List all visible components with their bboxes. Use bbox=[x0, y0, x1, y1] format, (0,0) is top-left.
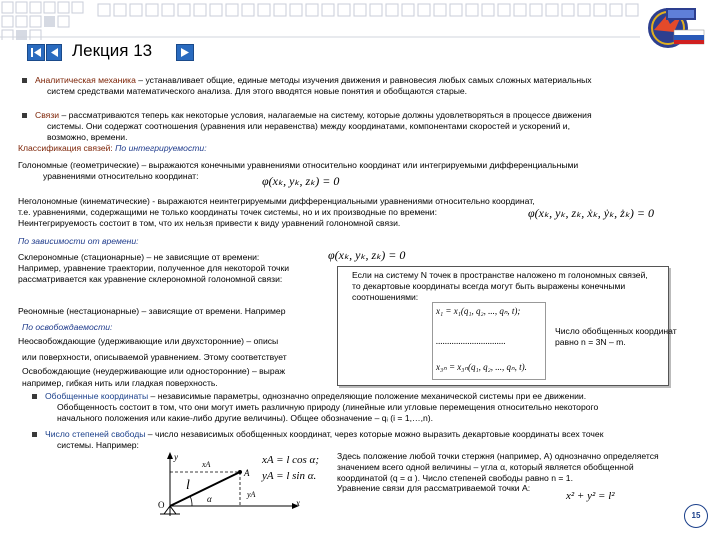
bullet-icon bbox=[22, 113, 27, 118]
text: координатой (q = α ). Число степеней свободы равно n = 1. bbox=[337, 472, 573, 483]
term-generalized-coordinates: Обобщенные координаты bbox=[45, 391, 149, 401]
equation-first: x₁ = x₁(q₁, q₂, ..., qₙ, t); bbox=[436, 306, 521, 316]
paragraph-constraints bbox=[22, 110, 592, 142]
callout-text bbox=[352, 270, 648, 302]
formula-scleronomic: φ(xₖ, yₖ, zₖ) = 0 bbox=[328, 248, 406, 262]
formula-ya: yA = l sin α. bbox=[262, 470, 317, 482]
text: Голономные (геометрические) – выражаются конечными уравнениями относительно координат или интегрируемыми дифференциальными bbox=[18, 160, 579, 170]
text: равно n = 3N – m. bbox=[555, 336, 626, 347]
term-classification: Классификация связей: bbox=[18, 143, 113, 153]
text: – устанавливает общие, единые методы изучения движения и равновесия любых самых сложных материальных bbox=[135, 75, 592, 85]
equation-last: x₃ₙ = x₃ₙ(q₁, q₂, ..., qₙ, t). bbox=[436, 362, 527, 372]
label-l: l bbox=[186, 478, 190, 493]
text: то декартовые координаты всегда могут быть выражены конечными bbox=[352, 280, 626, 291]
label-xa: xA bbox=[202, 460, 211, 469]
label-alpha: α bbox=[207, 494, 212, 504]
label-o: O bbox=[158, 500, 165, 510]
page-number: 15 bbox=[691, 511, 701, 520]
formula-constraint: x² + y² = l² bbox=[566, 490, 615, 502]
paragraph-degrees-of-freedom bbox=[32, 429, 603, 451]
text: системы. Они содержат соотношения (уравнения или неравенства) между координатами, компонентами скоростей и ускорений и, bbox=[47, 120, 570, 131]
text: – число независимых обобщенных координат, через которые можно выразить декартовые координаты всех точек bbox=[145, 429, 604, 439]
text: Неинтегрируемость состоит в том, что их нельзя привести к виду уравнений голономной связи. bbox=[18, 217, 401, 228]
text: Если на систему N точек в пространстве наложено m голономных связей, bbox=[352, 270, 648, 280]
label-a: A bbox=[244, 468, 250, 478]
text: Число обобщенных координат bbox=[555, 326, 677, 336]
text: Например, уравнение траектории, полученное для некоторой точки bbox=[18, 262, 290, 273]
formula-xa: xA = l cos α; bbox=[262, 454, 319, 466]
label-x: x bbox=[296, 498, 300, 508]
rheonomic-text: Реономные (нестационарные) – зависящие от времени. Например bbox=[18, 306, 286, 316]
label-y: y bbox=[174, 452, 178, 462]
text: – рассматриваются теперь как некоторые условия, налагаемые на систему, которые должны удовлетворяться в процессе движения bbox=[59, 110, 592, 120]
releasing-text: Освобождающие (неудерживающие или односторонние) – выраж bbox=[22, 366, 286, 376]
scleronomic-text bbox=[18, 252, 289, 284]
term-degrees-of-freedom: Число степеней свободы bbox=[45, 429, 146, 439]
page-title: Лекция 13 bbox=[72, 41, 153, 60]
university-logo bbox=[644, 2, 710, 52]
bullet-icon bbox=[22, 78, 27, 83]
text: Здесь положение любой точки стержня (например, A) однозначно определяется bbox=[337, 451, 659, 461]
formula-holonomic: φ(xₖ, yₖ, zₖ) = 0 bbox=[262, 174, 340, 188]
non-releasing-text bbox=[18, 336, 278, 347]
text: Неосвобождающие (удерживающие или двухсторонние) – описы bbox=[18, 336, 279, 346]
text: Уравнение связи для рассматриваемой точки A: bbox=[337, 483, 531, 494]
label-ya: yA bbox=[247, 490, 256, 499]
text: т.е. уравнениями, содержащими не только координаты точек системы, но и их производные по времени: bbox=[18, 206, 437, 217]
equation-dots: ............................... bbox=[436, 336, 506, 346]
bullet-icon bbox=[32, 394, 37, 399]
decorative-grid bbox=[0, 0, 720, 40]
sub-integrability: По интегрируемости: bbox=[112, 143, 207, 153]
term-constraints: Связи bbox=[35, 110, 60, 120]
next-slide-button[interactable] bbox=[176, 44, 194, 61]
text: систем средствами математического анализа. Для этого вводятся новые понятия и обобщаются старые. bbox=[47, 85, 468, 96]
text: рассматривается как уравнение склерономной голономной связи: bbox=[18, 273, 283, 284]
previous-slide-button[interactable] bbox=[27, 44, 45, 61]
callout-side-text bbox=[555, 326, 677, 348]
bullet-icon bbox=[32, 432, 37, 437]
text: значением всего одной величины – угла α, который является обобщенной bbox=[337, 461, 634, 472]
text: Склерономные (стационарные) – не зависящие от времени: bbox=[18, 252, 260, 262]
example-text bbox=[337, 451, 659, 494]
classification-heading bbox=[18, 143, 207, 154]
formula-nonholonomic: φ(xₖ, yₖ, zₖ, ẋₖ, ẏₖ, żₖ) = 0 bbox=[528, 206, 655, 220]
text: Обобщенность состоит в том, что они могут иметь различную природу (линейные или угловые перемещения относительно некоторого bbox=[57, 401, 599, 412]
text: системы. Например: bbox=[57, 439, 139, 450]
non-releasing-text-2: или поверхности, описываемой уравнением. Этому соответствует bbox=[22, 352, 287, 362]
text: – независимые параметры, однозначно определяющие положение механической системы при ее движении. bbox=[148, 391, 587, 401]
text: Неголономные (кинематические) - выражаются неинтегрируемыми дифференциальными уравнениями относительно координат, bbox=[18, 196, 535, 206]
term-analytical-mechanics: Аналитическая механика bbox=[35, 75, 136, 85]
by-time-heading: По зависимости от времени: bbox=[18, 236, 139, 246]
text: начального положения или какие-либо другие величины). Общее обозначение – qᵢ (i = 1,…,n). bbox=[57, 412, 434, 423]
text: уравнениями относительно координат: bbox=[43, 170, 199, 181]
by-release-heading: По освобождаемости: bbox=[22, 322, 113, 332]
text: соотношениями: bbox=[352, 291, 419, 302]
text: возможно, времени. bbox=[47, 131, 128, 142]
paragraph-generalized-coordinates bbox=[32, 391, 598, 423]
paragraph-analytical-mechanics bbox=[22, 75, 592, 97]
releasing-text-2: например, гибкая нить или гладкая поверхность. bbox=[22, 378, 218, 388]
back-slide-button[interactable] bbox=[46, 44, 62, 61]
nonholonomic-text bbox=[18, 196, 535, 228]
page-number-badge bbox=[684, 504, 708, 528]
